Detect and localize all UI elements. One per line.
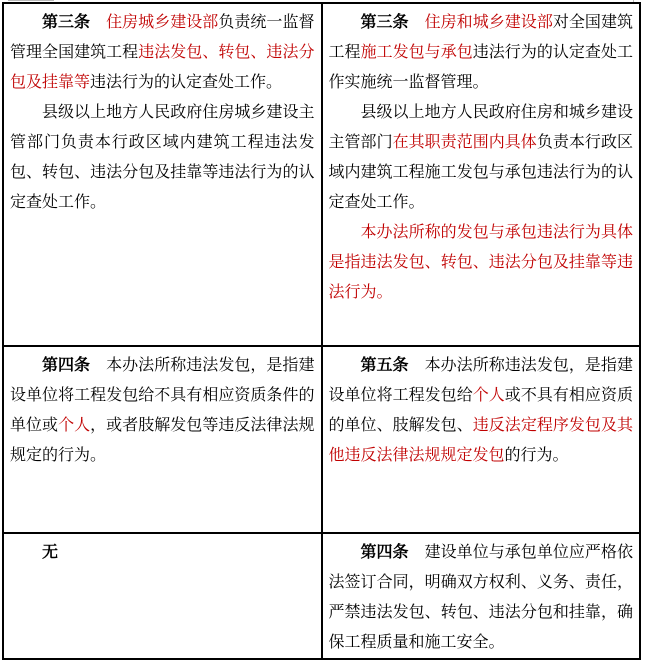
- text-run: 负责统一监督管理全国建筑工程: [10, 14, 315, 61]
- cell-old-article3: [3, 3, 322, 346]
- paragraph: [329, 8, 634, 98]
- text-run: 县级以上地方人民政府住房和城乡建设主管部门: [328, 104, 633, 151]
- table-row-article3: [3, 3, 640, 346]
- text-run: [90, 14, 106, 31]
- paragraph: [329, 218, 634, 308]
- text-run: 的行为。: [504, 447, 569, 464]
- text-run: 或不具有相应资质的单位、肢解发包、: [328, 387, 633, 434]
- article-number: 第四条: [360, 544, 409, 561]
- text-run: 县级以上地方人民政府住房城乡建设主管部门负责本行政区域内建筑工程违法发包、转包、违法分包及挂靠等违法行为的认定查处工作。: [10, 104, 315, 211]
- text-run: 对全国建筑工程: [328, 14, 633, 61]
- revision-text-run: 违法发包、转包、违法分包及挂靠等: [10, 44, 315, 91]
- regulation-comparison-table: [2, 2, 641, 660]
- text-run: 负责本行政区域内建筑工程施工发包与承包违法行为的认定查处工作。: [328, 134, 633, 211]
- text-run: [409, 544, 425, 561]
- text-run: [409, 14, 425, 31]
- revision-text-run: 违反法定程序发包及其他违反法律法规规定发包: [328, 417, 633, 464]
- paragraph: [329, 538, 634, 658]
- revision-text-run: 在其职责范围内具体: [392, 134, 537, 151]
- cell-new-article5: [322, 346, 641, 533]
- cell-old-article4: [3, 346, 322, 533]
- article-number: 第三条: [42, 14, 91, 31]
- paragraph: [329, 98, 634, 218]
- paragraph: [10, 351, 315, 471]
- text-run: [409, 357, 425, 374]
- paragraph: [10, 8, 315, 98]
- cell-new-article3: [322, 3, 641, 346]
- revision-text-run: 住房城乡建设部: [106, 14, 219, 31]
- text-run: 本办法所称违法发包，是指建设单位将工程发包给: [328, 357, 633, 404]
- text-run: 建设单位与承包单位应严格依法签订合同，明确双方权利、义务、责任，严禁违法发包、转包、违法分包和挂靠，确保工程质量和施工安全。: [328, 544, 633, 651]
- text-run: 违法行为的认定查处工作。: [90, 74, 283, 91]
- article-number: 第五条: [360, 357, 409, 374]
- table-row-illegal-contracting-definition: [3, 346, 640, 533]
- revision-text-run: 施工发包与承包: [360, 44, 473, 61]
- text-run: [90, 357, 106, 374]
- table-row-contract-requirements: [3, 533, 640, 659]
- text-run: 本办法所称违法发包，是指建设单位将工程发包给不具有相应资质条件的单位或: [10, 357, 315, 434]
- paragraph: [10, 538, 315, 568]
- revision-text-run: 住房和城乡建设部: [424, 14, 553, 31]
- paragraph: [10, 98, 315, 218]
- cell-new-article4: [322, 533, 641, 659]
- article-number: 第四条: [42, 357, 91, 374]
- paragraph: [329, 351, 634, 471]
- revision-text-run: 个人: [472, 387, 505, 404]
- revision-text-run: 本办法所称的发包与承包违法行为具体是指违法发包、转包、违法分包及挂靠等违法行为。: [328, 224, 633, 301]
- revision-text-run: 个人: [58, 417, 91, 434]
- article-number: 无: [42, 544, 59, 561]
- cell-old-none: [3, 533, 322, 659]
- text-run: ，或者肢解发包等违反法律法规规定的行为。: [10, 417, 315, 464]
- text-run: 违法行为的认定查处工作实施统一监督管理。: [328, 44, 633, 91]
- cropped-border-remnant-left: [8, 0, 54, 1]
- article-number: 第三条: [360, 14, 409, 31]
